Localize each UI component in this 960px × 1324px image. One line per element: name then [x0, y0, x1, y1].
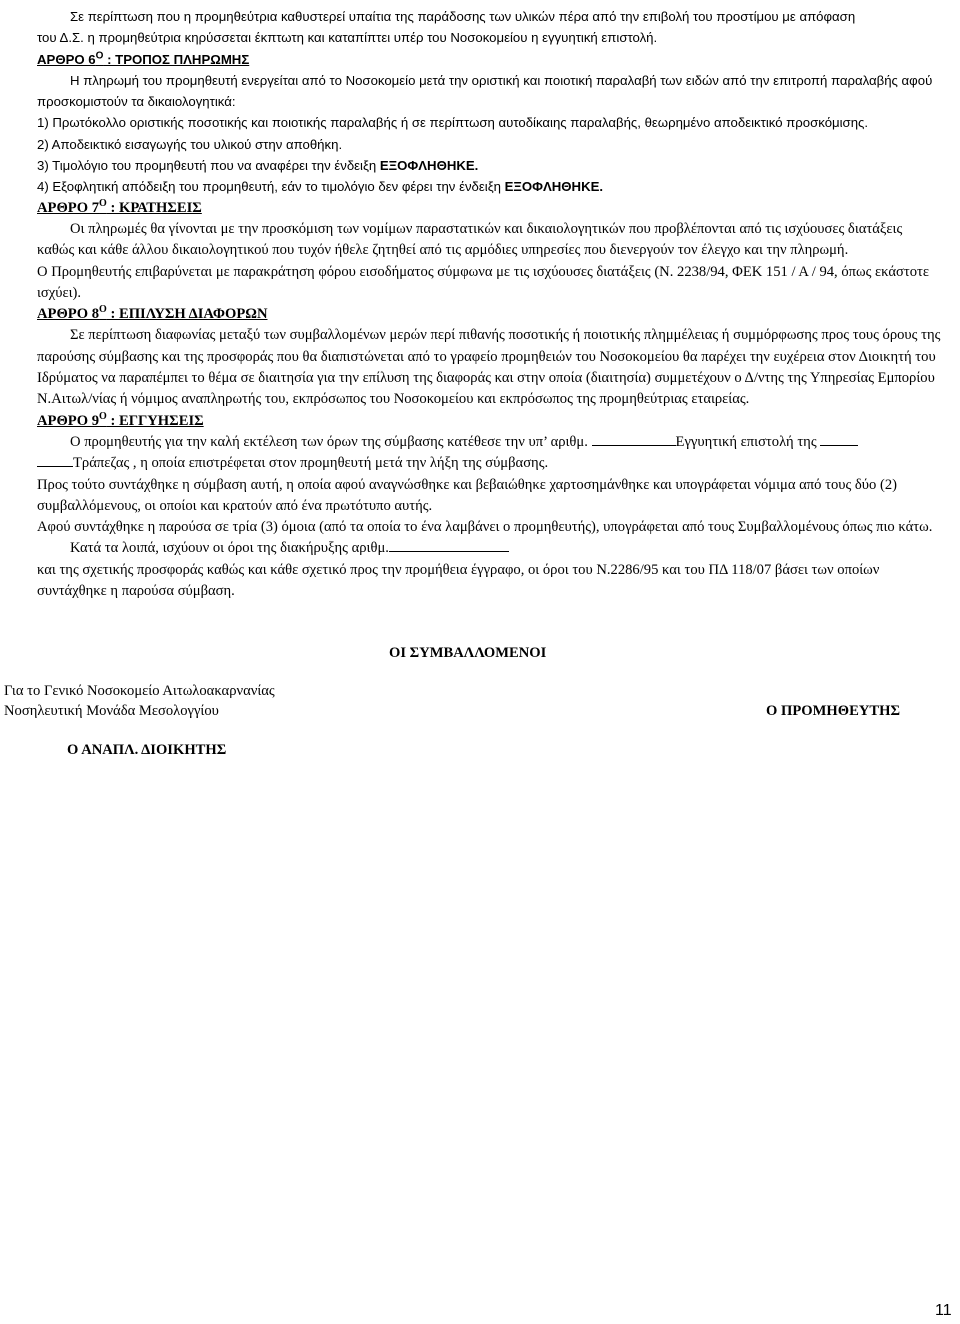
contracting-parties-heading: ΟΙ ΣΥΜΒΑΛΛΟΜΕΝΟΙ [389, 645, 547, 661]
hospital-name-line-1: Για το Γενικό Νοσοκομείο Αιτωλοακαρνανίας [4, 683, 275, 699]
supplier-signature-label: Ο ΠΡΟΜΗΘΕΥΤΗΣ [766, 703, 900, 719]
article-8-paragraph: Σε περίπτωση διαφωνίας μεταξύ των συμβαλλομένων μερών περί πιθανής ποσοτικής ή ποιοτικής πλημμέλειας ή συμμόρφωσης προς τους όρους της παρούσης σύμβασης και της προσφοράς που θα διαπιστώνεται από το γραφείο προμηθειών του Νοσοκομείου θα παρέχει την ευχέρεια στον Διοικητή του Ιδρύματος να παραπέμπει το θέμα σε διαιτησία για την επίλυση της διαφοράς και στην οποία (διαιτησία) συμμετέχουν ο Δ/ντης της Υπηρεσίας Εμπορίου Ν.Αιτωλ/νίας ή νόμιμος αναπληρωτής του, εκπρόσωπος του Νοσοκομείου και εκπρόσωπος της προμηθεύτριας εταιρείας. [37, 327, 941, 408]
article-6-item-1: 1) Πρωτόκολλο οριστικής ποσοτικής και ποιοτικής παραλαβής ή σε περίπτωση αυτοδίκαιης παραλαβής, θεωρημένο αποδεικτικό προσκόμισης. [37, 115, 869, 131]
article-7-paragraph-1: Οι πληρωμές θα γίνονται με την προσκόμιση των νομίμων παραστατικών και δικαιολογητικών που προβλέπονται από τις ισχύουσες διατάξεις καθώς και κάθε άλλου δικαιολογητικού που τυχόν ήθελε ζητηθεί από τις αρμόδιες υπηρεσίες που διενεργούν τον έλεγχο και την πληρωμή. [37, 220, 903, 259]
article-8-heading: ΑΡΘΡΟ $8^O$ : ΕΠΙΛΥΣΗ ΔΙΑΦΟΡΩΝ [37, 304, 268, 323]
intro-line-1: Σε περίπτωση που η προμηθεύτρια καθυστερεί υπαίτια της παράδοσης των υλικών πέρα από την επιβολή του προστίμου με απόφαση [70, 9, 856, 24]
article-9-paragraph-2: Προς τούτο συντάχθηκε η σύμβαση αυτή, η οποία αφού αναγνώσθηκε και βεβαιώθηκε χαρτοσημάνθηκε και υπογράφεται νόμιμα από τους δύο (2) συμβαλλόμενους, οι οποίοι και κρατούν από ένα πρωτότυπο αυτής. [37, 476, 897, 514]
article-9-paragraph-3: Αφού συντάχθηκε η παρούσα σε τρία (3) όμοια (από τα οποία το ένα λαμβάνει ο προμηθευτής), υπογράφεται από τους Συμβαλλομένους όπως πιο κάτω. [37, 519, 933, 536]
article-9-paragraph-4: Κατά τα λοιπά, ισχύουν οι όροι της διακήρυξης αριθμ. [37, 538, 942, 559]
article-6-heading: ΑΡΘΡΟ $6^O$ : ΤΡΟΠΟΣ ΠΛΗΡΩΜΗΣ [37, 50, 250, 67]
article-6-paragraph: Η πληρωμή του προμηθευτή ενεργείται από το Νοσοκομείο μετά την οριστική και ποιοτική παραλαβή των ειδών από την επιτροπή παραλαβής αφού προσκομιστούν τα δικαιολογητικά: [37, 72, 933, 110]
intro-line-2: του Δ.Σ. η προμηθεύτρια κηρύσσεται έκπτωτη και καταπίπτει υπέρ του Νοσοκομείου η εγγυητική επιστολή. [37, 30, 658, 46]
deputy-administrator-signature-label: Ο ΑΝΑΠΛ. ΔΙΟΙΚΗΤΗΣ [67, 742, 227, 758]
article-6-item-2: 2) Αποδεικτικό εισαγωγής του υλικού στην αποθήκη. [37, 136, 343, 152]
hospital-name-line-2: Νοσηλευτική Μονάδα Μεσολογγίου [4, 703, 219, 719]
article-6-item-4: 4) Εξοφλητική απόδειξη του προμηθευτή, εάν το τιμολόγιο δεν φέρει την ένδειξη ΕΞΟΦΛΗΘΗΚΕ. [37, 179, 604, 195]
article-7-paragraph-2: Ο Προμηθευτής επιβαρύνεται με παρακράτηση φόρου εισοδήματος σύμφωνα με τις ισχύουσες διατάξεις (Ν. 2238/94, ΦΕΚ 151 / Α / 94, όπως εκάστοτε ισχύει). [37, 263, 930, 301]
guarantee-number-blank [592, 433, 676, 446]
article-9-paragraph-1: Ο προμηθευτής για την καλή εκτέλεση των όρων της σύμβασης κατέθεσε την υπ’ αριθμ. Εγγυητική επιστολή της Τράπεζας , η οποία επιστρέφεται στον προμηθευτή μετά την λήξη της σύμβασης. [37, 432, 942, 475]
article-9-heading: ΑΡΘΡΟ $9^O$ : ΕΓΓΥΗΣΕΙΣ [37, 410, 204, 429]
page-number: 11 [935, 1302, 952, 1319]
article-7-heading: ΑΡΘΡΟ $7^O$ : ΚΡΑΤΗΣΕΙΣ [37, 197, 202, 216]
bank-name-blank-continued [37, 454, 73, 467]
article-9-paragraph-5: και της σχετικής προσφοράς καθώς και κάθε σχετικό προς την προμήθεια έγγραφο, οι όροι του Ν.2286/95 και του ΠΔ 118/07 βάσει των οποίων συντάχθηκε η παρούσα σύμβαση. [37, 561, 880, 600]
document-body [37, 6, 942, 602]
article-6-item-3: 3) Τιμολόγιο του προμηθευτή που να αναφέρει την ένδειξη ΕΞΟΦΛΗΘΗΚΕ. [37, 158, 479, 174]
bank-name-blank [820, 433, 858, 446]
tender-number-blank [389, 539, 509, 552]
